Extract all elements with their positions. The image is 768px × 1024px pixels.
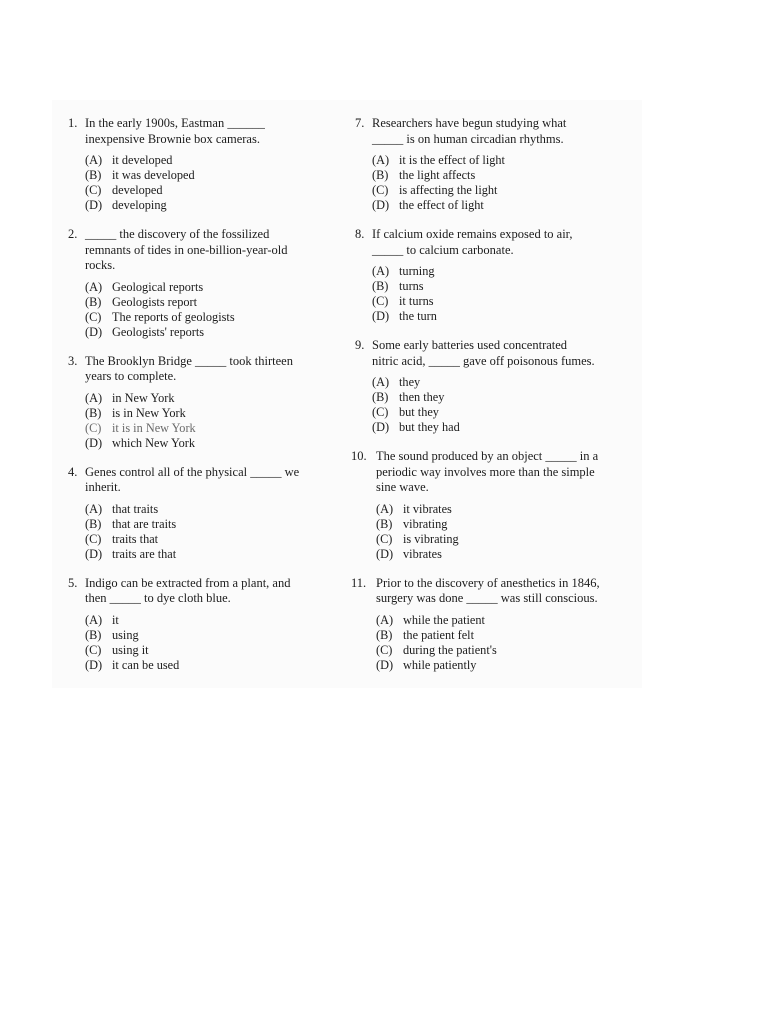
- stem-line: years to complete.: [85, 369, 177, 383]
- question-number: 2.: [68, 227, 78, 241]
- stem-line: nitric acid, _____ gave off poisonous fumes.: [372, 353, 595, 368]
- option-letter: (C): [376, 531, 393, 546]
- question-4: [68, 465, 330, 562]
- option-text: is in New York: [112, 405, 186, 420]
- answer-options: [376, 502, 617, 562]
- option-letter: (B): [85, 168, 102, 182]
- option-letter: (D): [376, 657, 394, 672]
- option-d[interactable]: [85, 198, 330, 213]
- option-c[interactable]: [85, 183, 330, 198]
- option-c[interactable]: [372, 183, 617, 198]
- option-b[interactable]: [372, 390, 617, 405]
- stem-line: The Brooklyn Bridge _____ took thirteen: [85, 353, 293, 368]
- option-letter: (B): [372, 279, 389, 293]
- option-text: using it: [112, 642, 149, 657]
- stem-line: then _____ to dye cloth blue.: [85, 591, 231, 605]
- right-question-column: [351, 116, 617, 673]
- option-letter: (D): [85, 435, 103, 450]
- option-text: it developed: [112, 153, 173, 167]
- stem-line: remnants of tides in one-billion-year-old: [85, 242, 288, 257]
- option-letter: (B): [372, 168, 389, 182]
- option-letter: (B): [376, 516, 393, 531]
- question-stem: [85, 465, 330, 496]
- question-10: [351, 449, 617, 562]
- question-number: 3.: [68, 353, 78, 368]
- question-stem: [372, 116, 617, 147]
- option-text: using: [112, 627, 139, 642]
- left-question-column: [68, 116, 330, 673]
- question-9: [355, 338, 617, 435]
- answer-options: [372, 375, 617, 435]
- option-b[interactable]: [372, 279, 617, 294]
- answer-options: [372, 153, 617, 213]
- option-letter: (C): [372, 183, 389, 197]
- question-number: 10.: [351, 449, 367, 463]
- option-letter: (D): [372, 309, 390, 323]
- option-c[interactable]: [372, 294, 617, 309]
- stem-line: _____ to calcium carbonate.: [372, 242, 514, 257]
- option-text: is vibrating: [403, 531, 459, 546]
- option-letter: (D): [376, 546, 394, 561]
- option-text: it: [112, 612, 119, 627]
- option-text: the turn: [399, 309, 437, 323]
- option-letter: (A): [372, 375, 390, 389]
- option-text: but they: [399, 405, 439, 419]
- option-text: but they had: [399, 420, 460, 434]
- option-letter: (B): [85, 294, 102, 309]
- option-text: they: [399, 375, 421, 389]
- option-letter: (D): [85, 324, 103, 339]
- option-letter: (B): [85, 516, 102, 531]
- stem-line: _____ the discovery of the fossilized: [85, 227, 270, 241]
- stem-line: surgery was done _____ was still conscious.: [376, 591, 598, 605]
- option-text: traits that: [112, 531, 159, 546]
- option-d[interactable]: [85, 325, 330, 340]
- question-1: [68, 116, 330, 213]
- option-a[interactable]: [376, 502, 617, 517]
- question-stem: [372, 338, 617, 369]
- option-a[interactable]: [372, 153, 617, 168]
- option-letter: (C): [85, 183, 102, 197]
- option-d[interactable]: [85, 547, 330, 562]
- option-a[interactable]: [85, 613, 330, 628]
- option-letter: (A): [372, 264, 390, 278]
- option-text: developing: [112, 198, 167, 212]
- answer-options: [372, 264, 617, 324]
- option-letter: (C): [372, 294, 389, 308]
- option-letter: (C): [85, 309, 102, 324]
- stem-line: Some early batteries used concentrated: [372, 338, 568, 352]
- question-stem: [85, 576, 330, 607]
- option-a[interactable]: [85, 153, 330, 168]
- option-b[interactable]: [85, 517, 330, 532]
- option-a[interactable]: [372, 264, 617, 279]
- option-a[interactable]: [85, 391, 330, 406]
- stem-line: Researchers have begun studying what: [372, 116, 567, 130]
- stem-line: inherit.: [85, 480, 121, 494]
- option-text: Geologists' reports: [112, 324, 205, 339]
- option-c[interactable]: [85, 310, 330, 325]
- question-8: [355, 227, 617, 324]
- question-stem: [85, 116, 330, 147]
- question-11: [351, 575, 617, 673]
- option-c[interactable]: [372, 405, 617, 420]
- option-text: turns: [399, 279, 424, 293]
- question-number: 11.: [351, 575, 367, 590]
- option-text: while patiently: [403, 657, 477, 672]
- option-b[interactable]: [85, 406, 330, 421]
- option-b[interactable]: [372, 168, 617, 183]
- question-stem: [85, 354, 330, 385]
- option-d[interactable]: [372, 309, 617, 324]
- option-letter: (A): [376, 501, 394, 516]
- stem-line: _____ is on human circadian rhythms.: [372, 131, 564, 146]
- option-letter: (A): [85, 279, 103, 294]
- option-a[interactable]: [372, 375, 617, 390]
- question-stem: [376, 449, 617, 496]
- option-text: traits are that: [112, 546, 177, 561]
- option-text: it was developed: [112, 168, 195, 182]
- option-text: it is the effect of light: [399, 153, 505, 167]
- option-a[interactable]: [85, 280, 330, 295]
- option-letter: (C): [85, 420, 102, 435]
- option-letter: (B): [85, 627, 102, 642]
- option-text: vibrating: [403, 516, 448, 531]
- option-text: that traits: [112, 501, 159, 516]
- question-number: 9.: [355, 338, 365, 352]
- stem-line: sine wave.: [376, 480, 429, 494]
- option-letter: (B): [372, 390, 389, 404]
- option-text: is affecting the light: [399, 183, 498, 197]
- stem-line: Prior to the discovery of anesthetics in 1846,: [376, 575, 600, 590]
- option-text: the effect of light: [399, 198, 484, 212]
- question-number: 8.: [355, 227, 365, 241]
- option-letter: (D): [372, 420, 390, 434]
- option-c[interactable]: [85, 421, 330, 436]
- option-c[interactable]: [376, 643, 617, 658]
- question-stem: [85, 227, 330, 274]
- option-c[interactable]: [85, 532, 330, 547]
- option-letter: (C): [376, 642, 393, 657]
- option-text: it turns: [399, 294, 434, 308]
- option-letter: (B): [85, 405, 102, 420]
- option-b[interactable]: [376, 628, 617, 643]
- stem-line: In the early 1900s, Eastman ______: [85, 116, 265, 130]
- option-letter: (A): [376, 612, 394, 627]
- option-b[interactable]: [376, 517, 617, 532]
- option-b[interactable]: [85, 628, 330, 643]
- option-a[interactable]: [376, 613, 617, 628]
- stem-line: periodic way involves more than the simple: [376, 464, 595, 479]
- question-7: [355, 116, 617, 213]
- option-letter: (D): [85, 546, 103, 561]
- option-letter: (C): [372, 405, 389, 419]
- option-letter: (A): [85, 153, 103, 167]
- question-number: 5.: [68, 575, 78, 590]
- option-d[interactable]: [85, 436, 330, 451]
- option-letter: (C): [85, 642, 102, 657]
- option-letter: (D): [85, 198, 103, 212]
- option-text: Geologists report: [112, 294, 198, 309]
- answer-options: [85, 153, 330, 213]
- option-text: Geological reports: [112, 279, 204, 294]
- option-letter: (A): [85, 612, 103, 627]
- option-text: while the patient: [403, 612, 485, 627]
- answer-options: [85, 613, 330, 673]
- option-text: turning: [399, 264, 435, 278]
- option-c[interactable]: [85, 643, 330, 658]
- answer-options: [376, 613, 617, 673]
- option-letter: (A): [85, 390, 103, 405]
- option-text: developed: [112, 183, 163, 197]
- option-text: it is in New York: [112, 420, 196, 435]
- option-text: the light affects: [399, 168, 476, 182]
- option-letter: (A): [372, 153, 390, 167]
- stem-line: rocks.: [85, 258, 116, 272]
- stem-line: The sound produced by an object _____ in a: [376, 449, 599, 463]
- option-text: it vibrates: [403, 501, 452, 516]
- option-text: during the patient's: [403, 642, 497, 657]
- option-text: in New York: [112, 390, 175, 405]
- question-number: 1.: [68, 116, 78, 130]
- answer-options: [85, 280, 330, 340]
- option-text: that are traits: [112, 516, 177, 531]
- question-5: [68, 576, 330, 673]
- option-text: vibrates: [403, 546, 442, 561]
- option-a[interactable]: [85, 502, 330, 517]
- question-2: [68, 227, 330, 340]
- option-letter: (B): [376, 627, 393, 642]
- stem-line: Genes control all of the physical _____ we: [85, 464, 300, 479]
- option-d[interactable]: [85, 658, 330, 673]
- question-3: [68, 354, 330, 451]
- stem-line: Indigo can be extracted from a plant, and: [85, 575, 291, 590]
- option-c[interactable]: [376, 532, 617, 547]
- question-number: 4.: [68, 464, 78, 479]
- question-number: 7.: [355, 116, 365, 130]
- option-d[interactable]: [376, 547, 617, 562]
- answer-options: [85, 502, 330, 562]
- question-stem: [376, 576, 617, 607]
- option-letter: (C): [85, 531, 102, 546]
- option-d[interactable]: [372, 420, 617, 435]
- option-letter: (D): [372, 198, 390, 212]
- option-text: which New York: [112, 435, 196, 450]
- option-text: it can be used: [112, 657, 180, 672]
- stem-line: If calcium oxide remains exposed to air,: [372, 227, 573, 241]
- option-text: the patient felt: [403, 627, 475, 642]
- option-letter: (A): [85, 501, 103, 516]
- option-b[interactable]: [85, 295, 330, 310]
- answer-options: [85, 391, 330, 451]
- option-text: then they: [399, 390, 445, 404]
- option-letter: (D): [85, 657, 103, 672]
- question-stem: [372, 227, 617, 258]
- option-d[interactable]: [372, 198, 617, 213]
- stem-line: inexpensive Brownie box cameras.: [85, 131, 260, 146]
- option-d[interactable]: [376, 658, 617, 673]
- option-b[interactable]: [85, 168, 330, 183]
- option-text: The reports of geologists: [112, 309, 235, 324]
